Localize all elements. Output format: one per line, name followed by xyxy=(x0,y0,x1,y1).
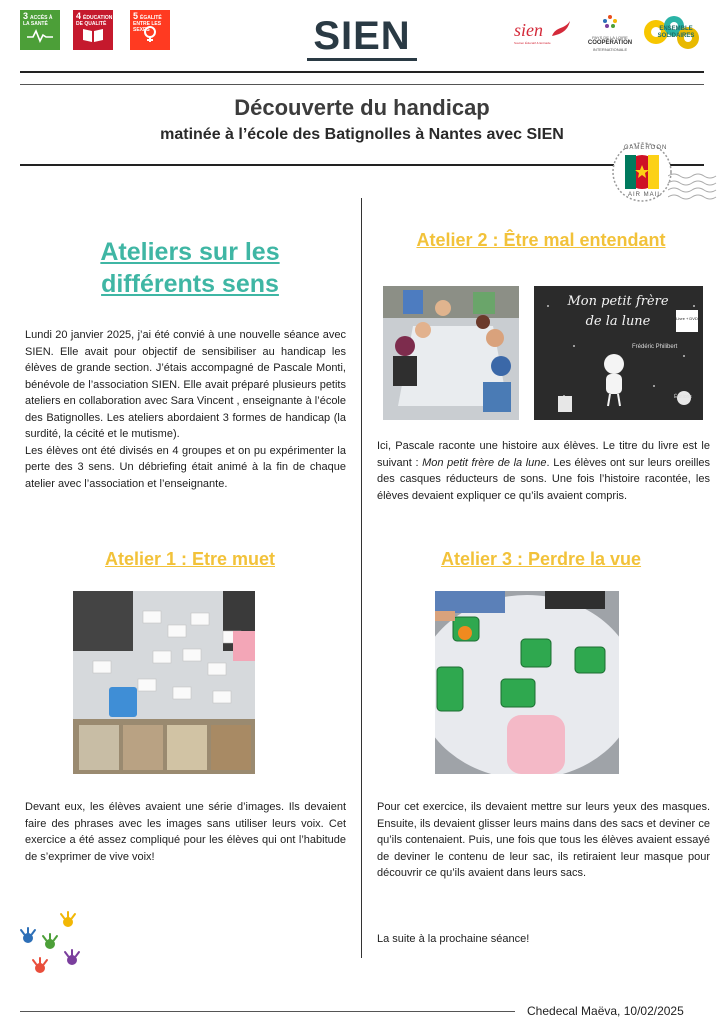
hand-icon xyxy=(21,912,79,973)
footer-rule xyxy=(20,1011,515,1012)
atelier2-title: Atelier 2 : Être mal entendant xyxy=(416,230,666,250)
atelier2-text: Ici, Pascale raconte une histoire aux élèves. Le titre du livre est le suivant : Mon petit frère de la lune. Les élèves ont sur leurs oreilles des casques réducteurs de sons. Une fois l’histoire racontée, les élèves devaient expliquer ce qu’ils avaient compris. xyxy=(377,440,711,502)
atelier1-text: Devant eux, les élèves avaient une série d’images. Ils devaient faire des phrases avec les images sans utiliser leurs voix. Cet exercice a été assez compliqué pour les élèves qui ont l’habitude de s’exprimer de vive voix! xyxy=(25,801,346,863)
flame-icon xyxy=(550,20,572,38)
page-subtitle: matinée à l’école des Batignolles à Nantes avec SIEN xyxy=(160,126,564,143)
solidaires-logo: ENSEMBLE SOLIDAIRES xyxy=(642,12,702,54)
atelier3-photo xyxy=(435,591,619,774)
sien-partner-logo: sien Soutien Éducatif & Entraide xyxy=(514,20,574,52)
sdg-badge-gender: 5 ÉGALITÉ ENTRE LES SEXES xyxy=(130,10,170,50)
closing-text: La suite à la prochaine séance! xyxy=(377,933,530,945)
dots-icon xyxy=(601,14,619,30)
postmark-waves xyxy=(668,168,718,202)
page-title: Découverte du handicap xyxy=(234,95,490,120)
header-rule-top xyxy=(20,71,704,73)
atelier1-photo xyxy=(73,591,255,774)
book-cover: Mon petit frère de la lune Frédéric Philibert Livre + DVD Éditions xyxy=(534,286,703,420)
handprints-decoration xyxy=(16,910,86,980)
signature: Chedecal Maëva, 10/02/2025 xyxy=(527,1004,684,1018)
sdg-badge-education: 4 ÉDUCATION DE QUALITÉ xyxy=(73,10,113,50)
section-title-senses: Ateliers sur les différents sens xyxy=(100,238,280,298)
cameroon-stamp: CAMEROON AIR MAIL xyxy=(610,140,674,204)
atelier3-text: Pour cet exercice, ils devaient mettre sur leurs yeux des masques. Ensuite, ils devaient glisser leurs mains dans des sacs et deviner ce qu’ils contenaient. Puis, une fois que tous les élèves avaient essayé de deviner le contenu de leur sac, ils retiraient leur masque pour découvrir ce qu’ils avaient dans leurs sacs. xyxy=(377,801,710,879)
atelier2-photo xyxy=(383,286,519,420)
header-rule-mid xyxy=(20,84,704,85)
title-rule xyxy=(20,164,704,166)
atelier3-title: Atelier 3 : Perdre la vue xyxy=(440,549,642,569)
atelier1-title: Atelier 1 : Etre muet xyxy=(104,549,276,569)
column-divider xyxy=(361,198,362,958)
cooperation-logo: PAYS DE LA LOIRE COOPÉRATION INTERNATIONALE xyxy=(584,14,636,54)
sien-logo: SIEN xyxy=(0,14,724,59)
intro-text: Lundi 20 janvier 2025, j’ai été convié à une nouvelle séance avec SIEN. Elle avait pour objectif de sensibiliser au handicap les élèves de grande section. J’étais accompagné de Pascale Monti, bénévole de l’association SIEN. Elle avait préparé plusieurs petits ateliers en collaboration avec Sara Vincent , enseignante à l’école des Batignolles. Les ateliers abordaient 3 formes de handicap (la surdité, la cécité et le mutisme). Les élèves ont été divisés en 4 groupes et on pu expérimenter la perte des 3 sens. Un débriefing était animé à la fin de chaque atelier avec l’association et l’enseignante. xyxy=(25,329,346,490)
sdg-badge-health: 3 ACCÈS À LA SANTÉ xyxy=(20,10,60,50)
